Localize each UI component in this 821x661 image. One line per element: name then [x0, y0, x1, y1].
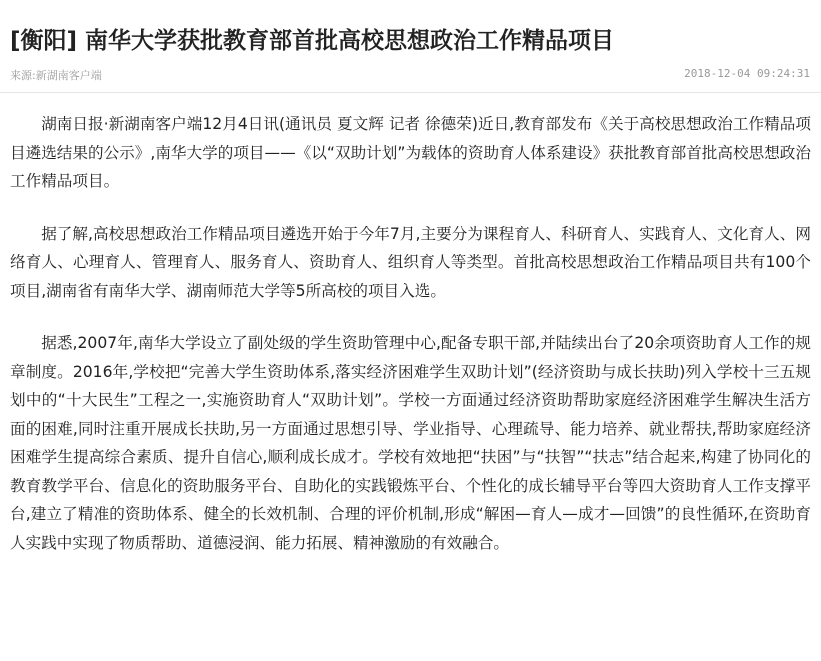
article-paragraph: 湖南日报·新湖南客户端12月4日讯(通讯员 夏文辉 记者 徐德荣)近日,教育部发布《关于高校思想政治工作精品项目遴选结果的公示》,南华大学的项目——《以“双助计划”为载体的资助育人体系建设》获批教育部首批高校思想政治工作精品项目。: [10, 115, 811, 190]
article-paragraph: 据了解,高校思想政治工作精品项目遴选开始于今年7月,主要分为课程育人、科研育人、实践育人、文化育人、网络育人、心理育人、管理育人、服务育人、资助育人、组织育人等类型。首批高校思想政治工作精品项目共有100个项目,湖南省有南华大学、湖南师范大学等5所高校的项目入选。: [10, 224, 811, 300]
article-paragraph: 据悉,2007年,南华大学设立了副处级的学生资助管理中心,配备专职干部,并陆续出台了20余项资助育人工作的规章制度。2016年,学校把“完善大学生资助体系,落实经济困难学生双助计划”(经济资助与成长扶助)列入学校十三五规划中的“十大民生”工程之一,实施资助育人“双助计划”。学校一方面通过经济资助帮助家庭经济困难学生解决生活方面的困难,同时注重开展成长扶助,另一方面通过思想引导、学业指导、心理疏导、能力培养、就业帮扶,帮助家庭经济困难学生提高综合素质、提升自信心,顺利成长成才。学校有效地把“扶困”与“扶智”“扶志”结合起来,构建了协同化的教育教学平台、信息化的资助服务平台、自助化的实践锻炼平台、个性化的成长辅导平台等四大资助育人工作支撑平台,建立了精准的资助体系、健全的长效机制、合理的评价机制,形成“解困—育人—成才—回馈”的良性循环,在资助育人实践中实现了物质帮助、道德浸润、能力拓展、精神激励的有效融合。: [10, 334, 811, 552]
divider: [0, 92, 821, 93]
article-meta: [10, 62, 810, 86]
article-body: [10, 110, 811, 581]
article-source: 来源:新湖南客户端: [10, 69, 102, 82]
article-title: [衡阳] 南华大学获批教育部首批高校思想政治工作精品项目: [10, 28, 615, 55]
publish-time: 2018-12-04 09:24:31: [684, 67, 810, 80]
